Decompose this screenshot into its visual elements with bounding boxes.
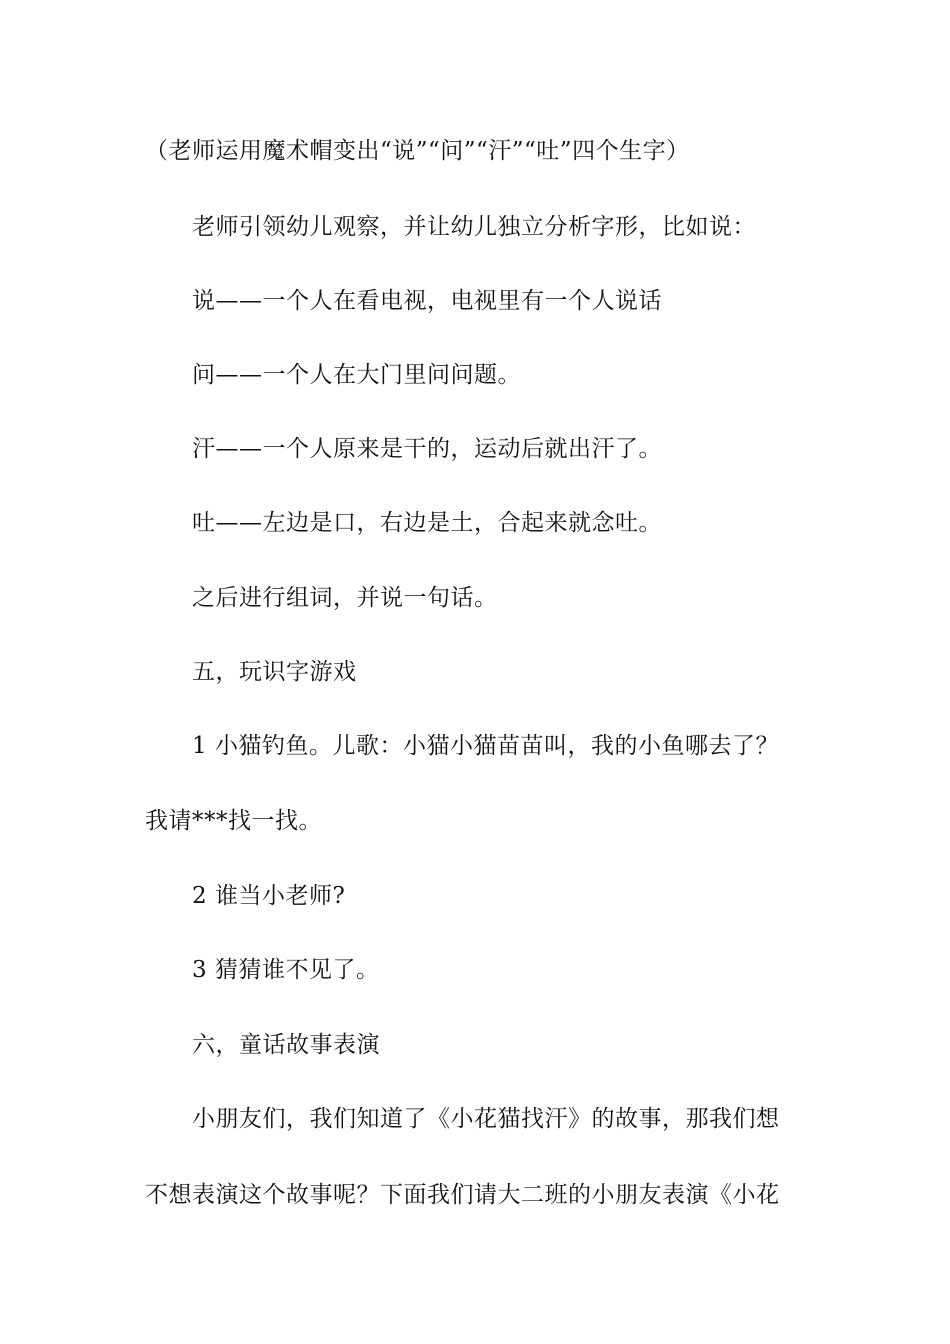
paragraph-char-wen: 问——一个人在大门里问问题。 — [192, 362, 521, 388]
paragraph-story: 小朋友们，我们知道了《小花猫找汗》的故事，那我们想 — [192, 1106, 780, 1132]
paragraph-char-shuo: 说——一个人在看电视，电视里有一个人说话 — [192, 288, 662, 314]
paragraph-game-three: 3 猜猜谁不见了。 — [192, 957, 380, 983]
paragraph-char-tu: 吐——左边是口，右边是土，合起来就念吐。 — [192, 510, 662, 536]
paragraph-game-two: 2 谁当小老师? — [192, 883, 346, 909]
paragraph-magic-hat: （老师运用魔术帽变出“说”“问”“汗”“吐”四个生字） — [145, 138, 690, 164]
paragraph-observe: 老师引领幼儿观察，并让幼儿独立分析字形，比如说： — [192, 214, 756, 240]
section-heading-five: 五，玩识字游戏 — [192, 659, 357, 685]
paragraph-char-han: 汗——一个人原来是干的，运动后就出汗了。 — [192, 436, 662, 462]
paragraph-story-cont: 不想表演这个故事呢？下面我们请大二班的小朋友表演《小花 — [145, 1182, 780, 1208]
paragraph-game-one-cont: 我请***找一找。 — [145, 808, 322, 834]
paragraph-game-one: 1 小猫钓鱼。儿歌：小猫小猫苗苗叫，我的小鱼哪去了？ — [192, 733, 779, 759]
paragraph-word-building: 之后进行组词，并说一句话。 — [192, 585, 498, 611]
section-heading-six: 六，童话故事表演 — [192, 1032, 380, 1058]
